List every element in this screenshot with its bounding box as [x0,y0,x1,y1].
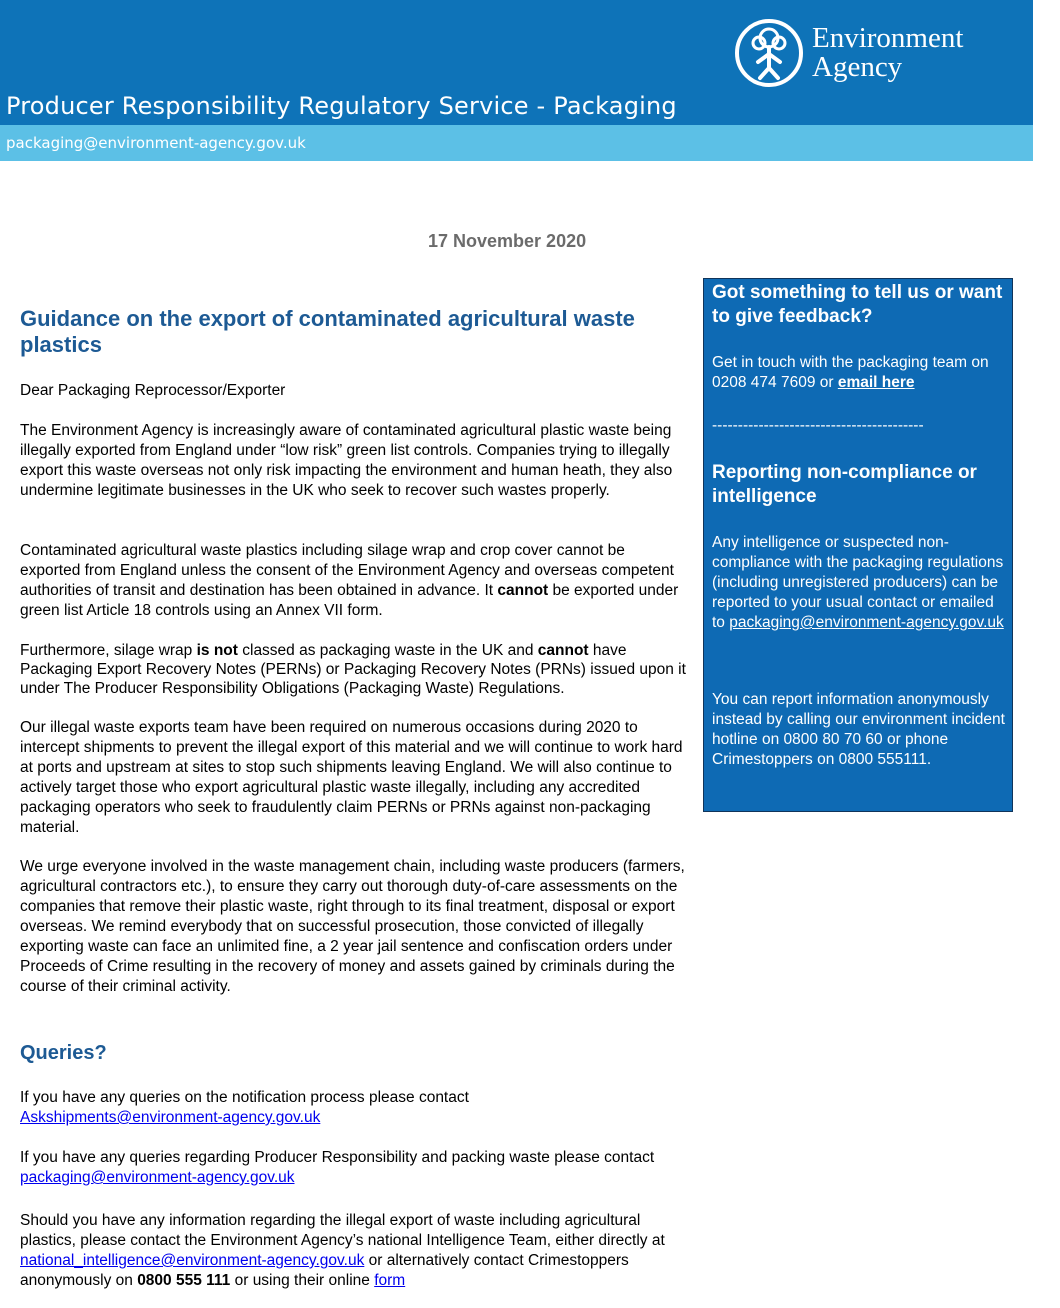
page-title: Guidance on the export of contaminated agricultural waste plastics [20,306,635,357]
paragraph-3-text-e: have Packaging Export Recovery Notes (PERNs) or Packaging Recovery Notes (PRNs) issued upon it under The Producer Responsibility Obligations (Packaging Waste) Regulations. [20,642,686,697]
paragraph-3-bold-b: cannot [537,642,589,659]
query-3 [20,1211,688,1291]
paragraph-1 [20,421,688,501]
paragraph-3-text-a: Furthermore, silage wrap [20,642,197,659]
query-3-text-a: Should you have any information regarding the illegal export of waste including agricultural plastics, please contact the Environment Agency’s national Intelligence Team, either directly at [20,1212,665,1249]
query-2 [20,1148,688,1188]
org-name [812,24,963,82]
service-title: Producer Responsibility Regulatory Service - Packaging [6,92,677,120]
salutation [20,381,688,401]
crimestoppers-phone: 0800 555 111 [137,1272,231,1289]
query-1 [20,1088,688,1128]
paragraph-3-bold-a: is not [196,642,238,659]
crimestoppers-form-link[interactable]: form [374,1272,406,1289]
sidebar-heading-reporting: Reporting non-compliance or intelligence [712,462,977,507]
sidebar-email-here-link[interactable]: email here [837,374,915,391]
oak-tree-logo-icon [734,18,804,88]
salutation-text: Dear Packaging Reprocessor/Exporter [20,382,286,399]
paragraph-4-text: Our illegal waste exports team have been required on numerous occasions during 2020 to intercept shipments to prevent the illegal export of this material and we will continue to work hard at ports and upstream at sites to stop such shipments leaving England. We will also continue to actively target those who export agricultural plastic waste illegally, including any accredited packaging operators who seek to fraudulently claim PERNs or PRNs against non-packaging material. [20,719,683,836]
query-3-text-c: or using their online [230,1272,375,1289]
paragraph-2-text-a: Contaminated agricultural waste plastics including silage wrap and crop cover cannot be exported from England unless the consent of the Environment Agency and overseas competent authorities of transit and destination has been obtained in advance. It [20,542,674,599]
packaging-email-link[interactable]: packaging@environment-agency.gov.uk [20,1169,295,1186]
environment-agency-logo [734,18,1034,90]
service-email: packaging@environment-agency.gov.uk [6,134,306,152]
query-1-text: If you have any queries on the notification process please contact [20,1089,469,1106]
paragraph-2-text-c: be exported under green list Article 18 controls using an Annex VII form. [20,582,679,619]
sidebar-contact [712,353,1006,393]
national-intelligence-email-link[interactable]: national_intelligence@environment-agency.gov.uk [20,1252,365,1269]
paragraph-3-text-c: classed as packaging waste in the UK and [237,642,538,659]
paragraph-5-text: We urge everyone involved in the waste management chain, including waste producers (farmers, agricultural contractors etc.), to ensure they carry out thorough duty-of-care assessments on the companies that remove their plastic waste, right through to its final treatment, disposal or export overseas. We remind everybody that on successful prosecution, those convicted of illegally exporting waste can face an unlimited fine, a 2 year jail sentence and confiscation orders under Proceeds of Crime resulting in the recovery of money and assets gained by criminals during the course of their criminal activity. [20,858,685,995]
sidebar-anonymous-report: You can report information anonymously instead by calling our environment incident hotline on 0800 80 70 60 or phone Crimestoppers on 0800 555111. [712,691,1005,768]
askshipments-email-link[interactable]: Askshipments@environment-agency.gov.uk [20,1109,321,1126]
query-3-text-b: or alternatively contact Crimestoppers anonymously on [20,1252,629,1289]
sidebar-divider: ----------------------------------------- [712,417,924,434]
org-name-line2: Agency [812,51,903,83]
query-2-text: If you have any queries regarding Producer Responsibility and packing waste please contact [20,1149,655,1166]
paragraph-2-bold: cannot [497,582,549,599]
issue-date: 17 November 2020 [428,231,587,251]
paragraph-3 [20,641,688,698]
paragraph-5 [20,857,688,997]
paragraph-4 [20,718,688,838]
paragraph-2 [20,541,688,621]
sidebar-report [712,533,1006,633]
paragraph-1-text: The Environment Agency is increasingly aware of contaminated agricultural plastic waste being illegally exported from England under “low risk” green list controls. Companies trying to illegally export this waste overseas not only risk impacting the environment and human heath, they also undermine legitimate businesses in the UK who seek to recover such wastes properly. [20,422,673,499]
feedback-sidebar [703,278,1013,812]
sidebar-heading-feedback: Got something to tell us or want to give feedback? [712,282,1003,327]
org-name-line1: Environment [812,22,964,54]
queries-heading: Queries? [20,1042,107,1064]
sidebar-packaging-email-link[interactable]: packaging@environment-agency.gov.uk [729,614,1004,631]
sidebar-contact-text: Get in touch with the packaging team on 0208 474 7609 or [712,354,989,391]
sidebar-report-text: Any intelligence or suspected non-compliance with the packaging regulations (including unregistered producers) can be reported to your usual contact or emailed to [712,534,1004,631]
